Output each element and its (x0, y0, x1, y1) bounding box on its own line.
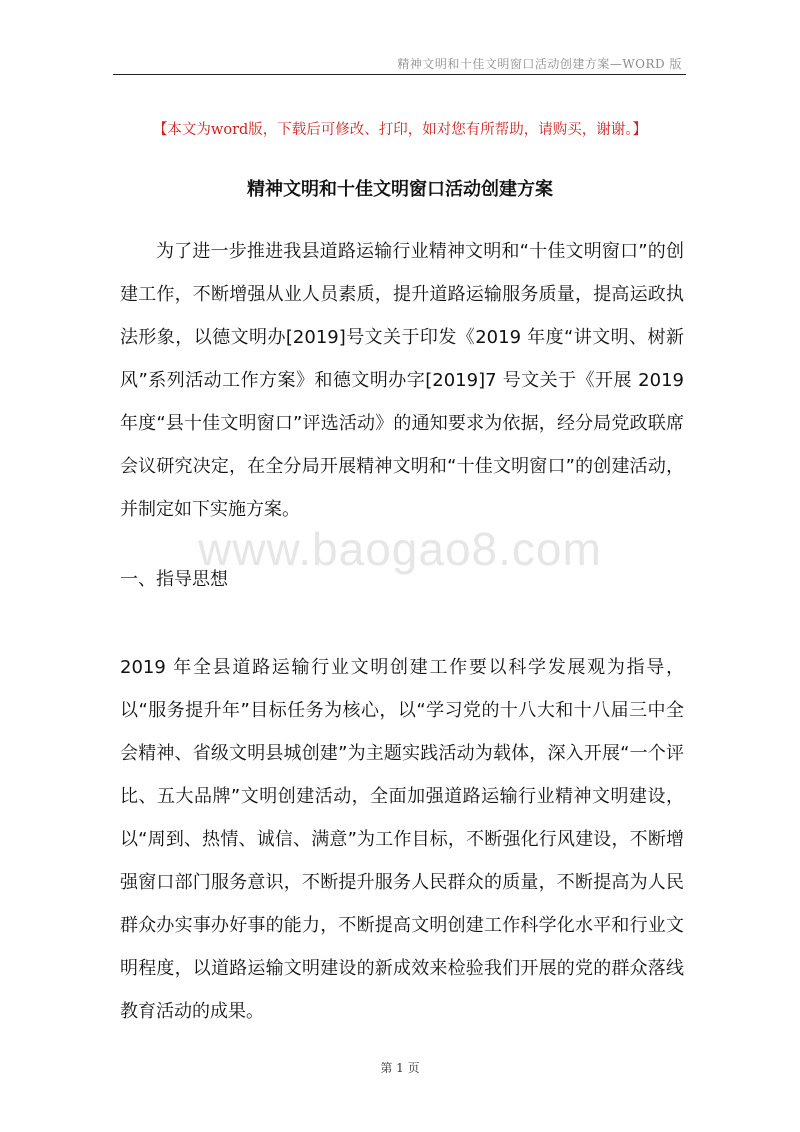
intro-paragraph: 为了进一步推进我县道路运输行业精神文明和“十佳文明窗口”的创建工作，不断增强从业人员素质，提升道路运输服务质量，提高运政执法形象，以德文明办[2019]号文关于印发《2019 年度“讲文明、树新风”系列活动工作方案》和德文明办字[2019]7 号文关于《开展 2019 年度“县十佳文明窗口”评选活动》的通知要求为依据，经分局党政联席会议研究决定，在全分局开展精神文明和“十佳文明窗口”的创建活动，并制定如下实施方案。 (120, 241, 684, 520)
guiding-ideology-paragraph: 2019 年全县道路运输行业文明创建工作要以科学发展观为指导，以“服务提升年”目标任务为核心，以“学习党的十八大和十八届三中全会精神、省级文明县城创建”为主题实践活动为载体，深入开展“一个评比、五大品牌”文明创建活动，全面加强道路运输行业精神文明建设，以“周到、热情、诚信、满意”为工作目标，不断强化行风建设，不断增强窗口部门服务意识，不断提升服务人民群众的质量，不断提高为人民群众办实事办好事的能力，不断提高文明创建工作科学化水平和行业文明程度，以道路运输文明建设的新成效来检验我们开展的党的群众落线教育活动的成果。 (120, 657, 684, 1022)
header-divider (113, 74, 686, 75)
running-header: 精神文明和十佳文明窗口活动创建方案—WORD 版 (397, 57, 682, 71)
section-heading-guiding-ideology: 一、指导思想 (120, 569, 228, 590)
purchase-notice: 【本文为word版，下载后可修改、打印，如对您有所帮助，请购买，谢谢。】 (152, 122, 648, 138)
watermark: www.baogao8.com (198, 523, 602, 575)
document-title: 精神文明和十佳文明窗口活动创建方案 (247, 179, 553, 200)
page-number: 第 1 页 (380, 1061, 420, 1075)
